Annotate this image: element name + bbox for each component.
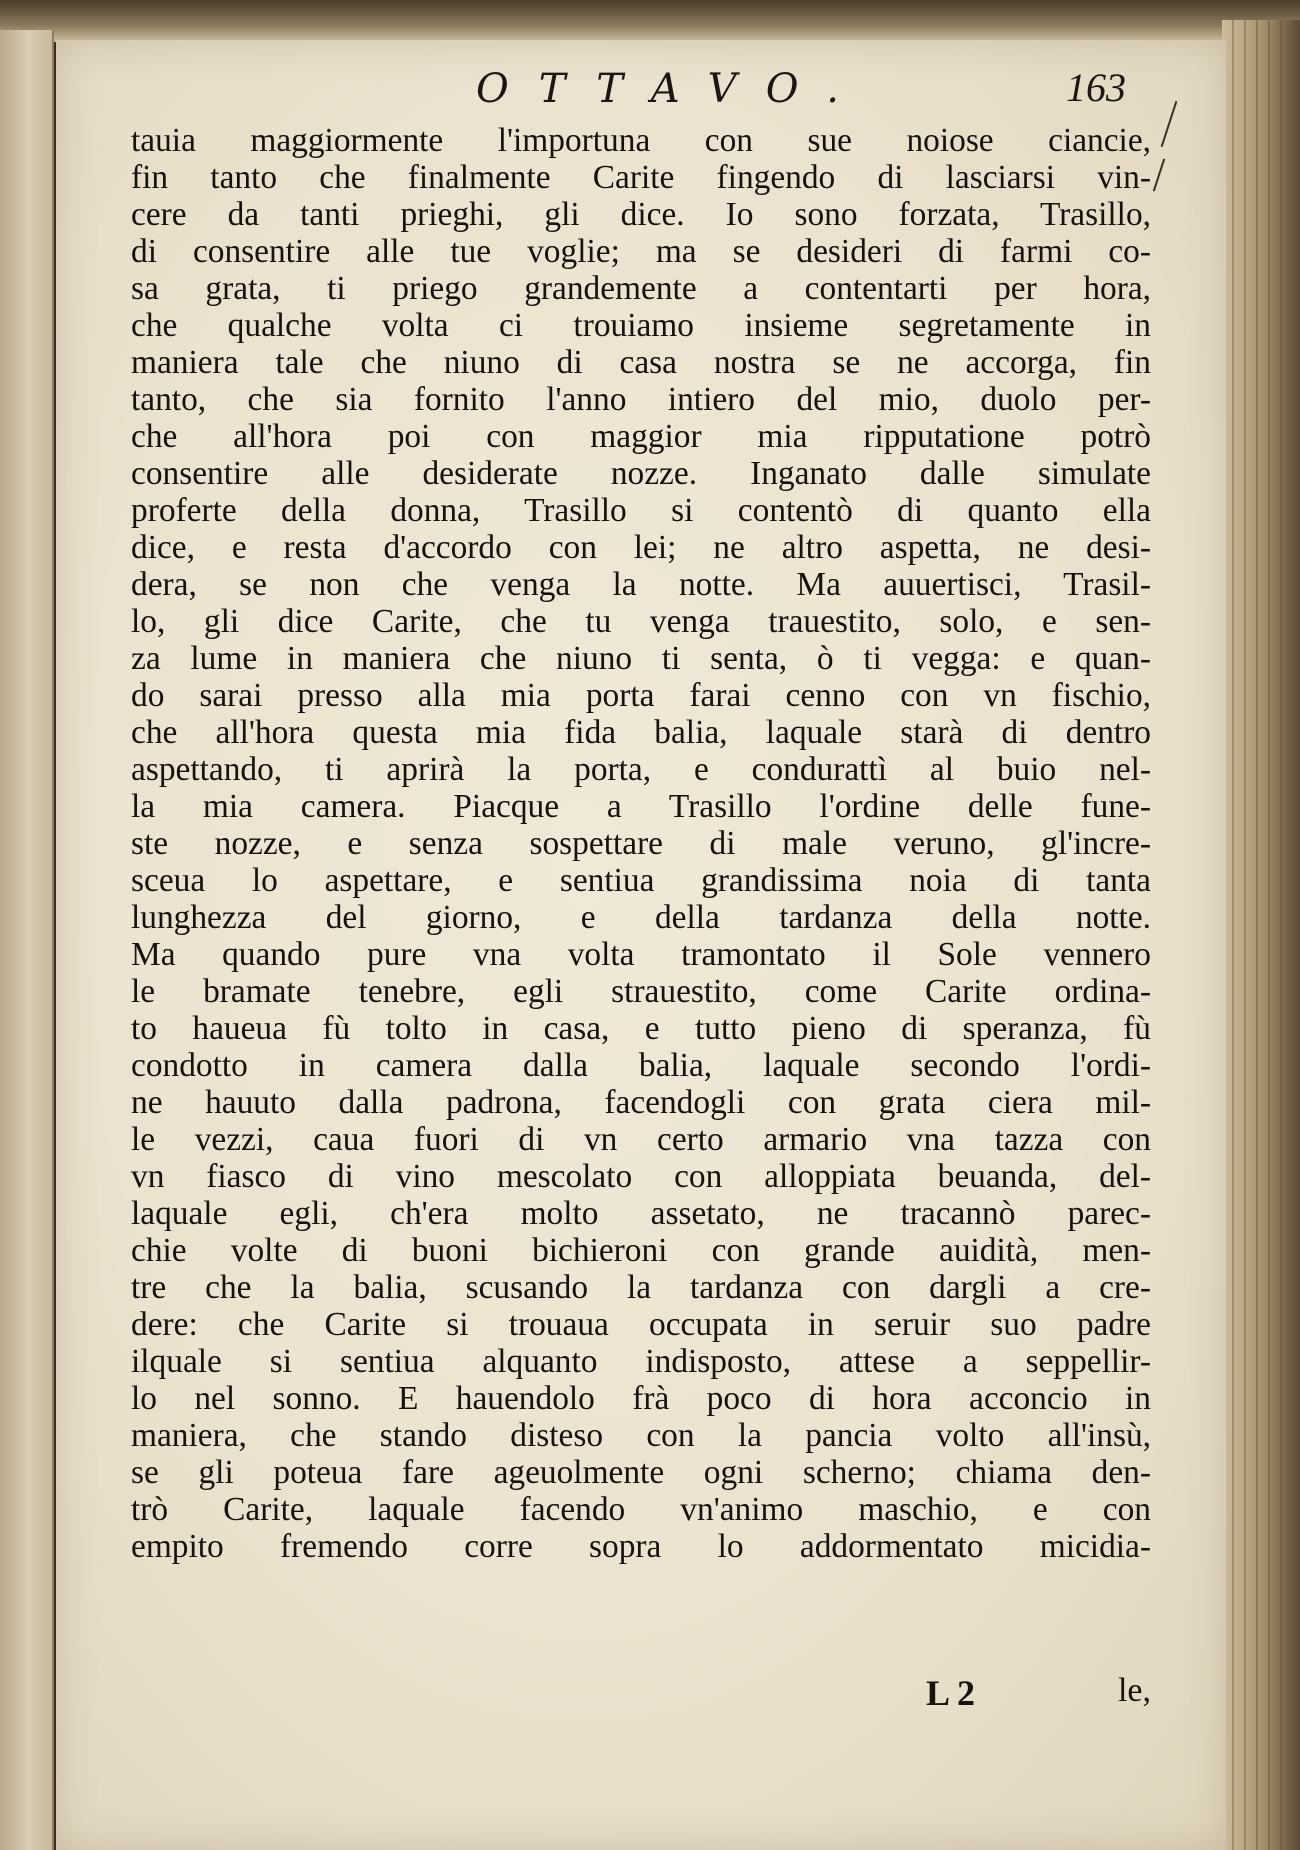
text-line: vn fiasco di vino mescolato con alloppiata beuanda, del- bbox=[131, 1158, 1151, 1195]
text-line: le vezzi, caua fuori di vn certo armario vna tazza con bbox=[131, 1121, 1151, 1158]
text-line: tre che la balia, scusando la tardanza con dargli a cre- bbox=[131, 1269, 1151, 1306]
text-line: di consentire alle tue voglie; ma se desideri di farmi co- bbox=[131, 233, 1151, 270]
text-line: do sarai presso alla mia porta farai cenno con vn fischio, bbox=[131, 677, 1151, 714]
page-stack-edge bbox=[1222, 20, 1300, 1850]
catchword: le, bbox=[1117, 1672, 1151, 1709]
text-line: consentire alle desiderate nozze. Inganato dalle simulate bbox=[131, 455, 1151, 492]
text-line: dere: che Carite si trouaua occupata in seruir suo padre bbox=[131, 1306, 1151, 1343]
text-line: lo nel sonno. E hauendolo frà poco di hora acconcio in bbox=[131, 1380, 1151, 1417]
text-line: fin tanto che finalmente Carite fingendo di lasciarsi vin- bbox=[131, 159, 1151, 196]
text-line: ste nozze, e senza sospettare di male veruno, gl'incre- bbox=[131, 825, 1151, 862]
text-line: lunghezza del giorno, e della tardanza della notte. bbox=[131, 899, 1151, 936]
text-line: ne hauuto dalla padrona, facendogli con grata ciera mil- bbox=[131, 1084, 1151, 1121]
book-page bbox=[56, 40, 1226, 1850]
text-line: empito fremendo corre sopra lo addormentato micidia- bbox=[131, 1528, 1151, 1565]
text-line: chie volte di buoni bichieroni con grande auidità, men- bbox=[131, 1232, 1151, 1269]
margin-pen-mark bbox=[1161, 101, 1178, 147]
text-line: tanto, che sia fornito l'anno intiero del mio, duolo per- bbox=[131, 381, 1151, 418]
text-line: laquale egli, ch'era molto assetato, ne tracannò parec- bbox=[131, 1195, 1151, 1232]
text-line: maniera tale che niuno di casa nostra se ne accorga, fin bbox=[131, 344, 1151, 381]
text-line: trò Carite, laquale facendo vn'animo maschio, e con bbox=[131, 1491, 1151, 1528]
opposite-page-edge bbox=[0, 30, 54, 1850]
text-line: condotto in camera dalla balia, laquale secondo l'ordi- bbox=[131, 1047, 1151, 1084]
text-line: aspettando, ti aprirà la porta, e condurattì al buio nel- bbox=[131, 751, 1151, 788]
text-line: dera, se non che venga la notte. Ma auuertisci, Trasil- bbox=[131, 566, 1151, 603]
text-line: le bramate tenebre, egli strauestito, come Carite ordina- bbox=[131, 973, 1151, 1010]
signature-mark: L 2 bbox=[926, 1673, 976, 1713]
page-footer bbox=[131, 1672, 1151, 1716]
text-line: proferte della donna, Trasillo si contentò di quanto ella bbox=[131, 492, 1151, 529]
page-number: 163 bbox=[1066, 65, 1126, 110]
text-line: dice, e resta d'accordo con lei; ne altro aspetta, ne desi- bbox=[131, 529, 1151, 566]
text-line: maniera, che stando disteso con la pancia volto all'insù, bbox=[131, 1417, 1151, 1454]
text-line: lo, gli dice Carite, che tu venga trauestito, solo, e sen- bbox=[131, 603, 1151, 640]
text-line: la mia camera. Piacque a Trasillo l'ordine delle fune- bbox=[131, 788, 1151, 825]
text-line: se gli poteua fare ageuolmente ogni scherno; chiama den- bbox=[131, 1454, 1151, 1491]
text-line: ilquale si sentiua alquanto indisposto, attese a seppellir- bbox=[131, 1343, 1151, 1380]
page-header bbox=[136, 62, 1136, 122]
body-text bbox=[131, 122, 1151, 1565]
text-line: sceua lo aspettare, e sentiua grandissima noia di tanta bbox=[131, 862, 1151, 899]
book-top-edge bbox=[0, 0, 1300, 42]
text-line: sa grata, ti priego grandemente a contentarti per hora, bbox=[131, 270, 1151, 307]
text-line: che qualche volta ci trouiamo insieme segretamente in bbox=[131, 307, 1151, 344]
text-line: che all'hora questa mia fida balia, laquale starà di dentro bbox=[131, 714, 1151, 751]
text-line: che all'hora poi con maggior mia ripputatione potrò bbox=[131, 418, 1151, 455]
running-title: OTTAVO. bbox=[476, 66, 869, 112]
text-line: tauia maggiormente l'importuna con sue noiose ciancie, bbox=[131, 122, 1151, 159]
margin-pen-mark bbox=[1153, 159, 1165, 192]
text-line: to haueua fù tolto in casa, e tutto pieno di speranza, fù bbox=[131, 1010, 1151, 1047]
text-line: cere da tanti prieghi, gli dice. Io sono forzata, Trasillo, bbox=[131, 196, 1151, 233]
text-line: za lume in maniera che niuno ti senta, ò ti vegga: e quan- bbox=[131, 640, 1151, 677]
text-line: Ma quando pure vna volta tramontato il Sole vennero bbox=[131, 936, 1151, 973]
